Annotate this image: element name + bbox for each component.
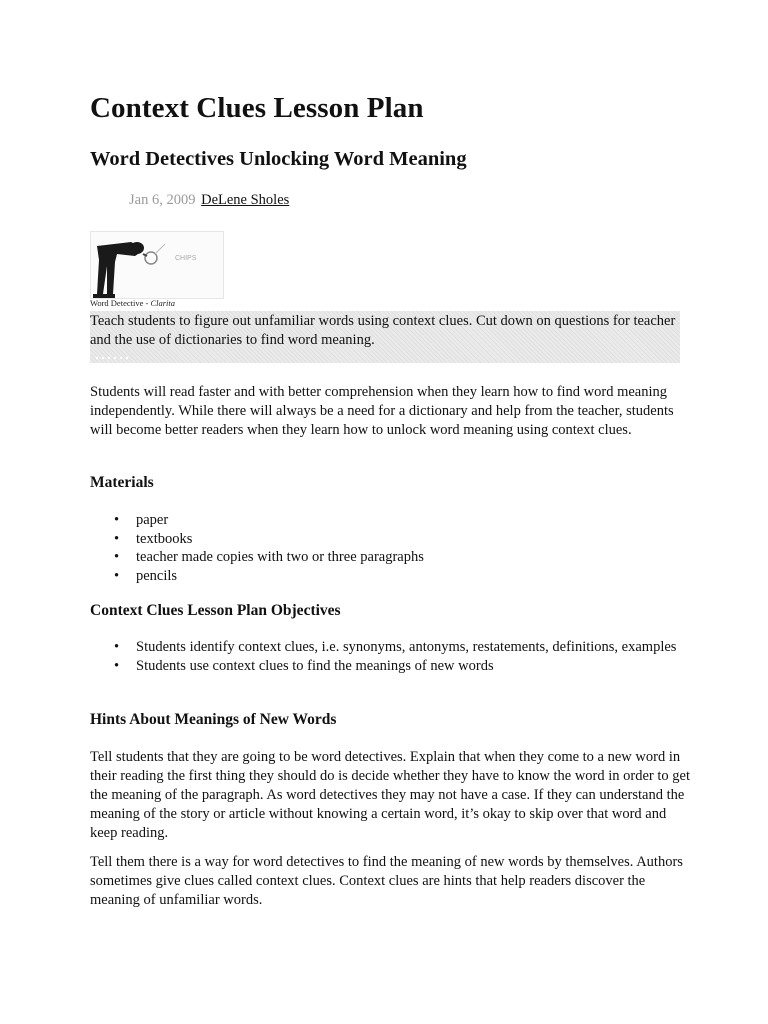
objectives-list — [90, 638, 690, 675]
bullet-icon: • — [114, 549, 120, 565]
byline — [129, 192, 289, 209]
detective-illustration — [91, 232, 225, 300]
hints-paragraph-2: Tell them there is a way for word detectives to find the meaning of new words by themselves. Authors sometimes give clues called context clues. Context clues are hints that help readers discover the meaning of unfamiliar words. — [90, 854, 683, 908]
author-link[interactable]: DeLene Sholes — [201, 192, 290, 208]
bullet-icon: • — [114, 657, 120, 674]
publish-date: Jan 6, 2009 — [129, 192, 196, 208]
objectives-heading: Context Clues Lesson Plan Objectives — [90, 602, 341, 619]
bullet-icon: • — [114, 530, 120, 547]
intro-summary-text: Teach students to figure out unfamiliar words using context clues. Cut down on questions for teacher and the use of dictionaries to find word meaning. — [90, 313, 676, 348]
intro-summary-box — [90, 311, 680, 363]
bullet-icon: • — [114, 567, 120, 584]
image-caption — [90, 298, 175, 308]
list-item: • Students use context clues to find the meanings of new words — [114, 657, 494, 674]
list-item: • textbooks — [114, 530, 193, 547]
list-item: • pencils — [114, 567, 178, 584]
page-subtitle: Word Detectives Unlocking Word Meaning — [90, 148, 467, 170]
hints-heading: Hints About Meanings of New Words — [90, 711, 337, 728]
bullet-icon: • — [114, 512, 120, 528]
decorative-dots — [94, 356, 130, 360]
bullet-icon: • — [114, 639, 120, 655]
list-item: • Students identify context clues, i.e. synonyms, antonyms, restatements, definitions, examples — [114, 639, 677, 655]
caption-credit: Clarita — [150, 298, 176, 308]
materials-list — [90, 511, 690, 585]
list-item: • paper — [114, 512, 169, 528]
sign-text: CHIPS — [175, 255, 197, 262]
word-detective-image — [90, 231, 224, 299]
caption-prefix: Word Detective - — [90, 298, 151, 308]
intro-paragraph: Students will read faster and with better comprehension when they learn how to find word meaning independently. While there will always be a need for a dictionary and help from the teacher, students will become better readers when they learn how to unlock word meaning using context clues. — [90, 384, 674, 438]
materials-heading: Materials — [90, 474, 154, 491]
hints-paragraph-1: Tell students that they are going to be word detectives. Explain that when they come to a new word in their reading the first thing they should do is decide whether they have to know the word in order to get the meaning of the paragraph. As word detectives they may not have a case. If they can understand the meaning of the story or article without knowing a certain word, it’s okay to skip over that word and keep reading. — [90, 749, 690, 841]
list-item: • teacher made copies with two or three paragraphs — [114, 549, 424, 565]
page-title: Context Clues Lesson Plan — [90, 92, 424, 124]
